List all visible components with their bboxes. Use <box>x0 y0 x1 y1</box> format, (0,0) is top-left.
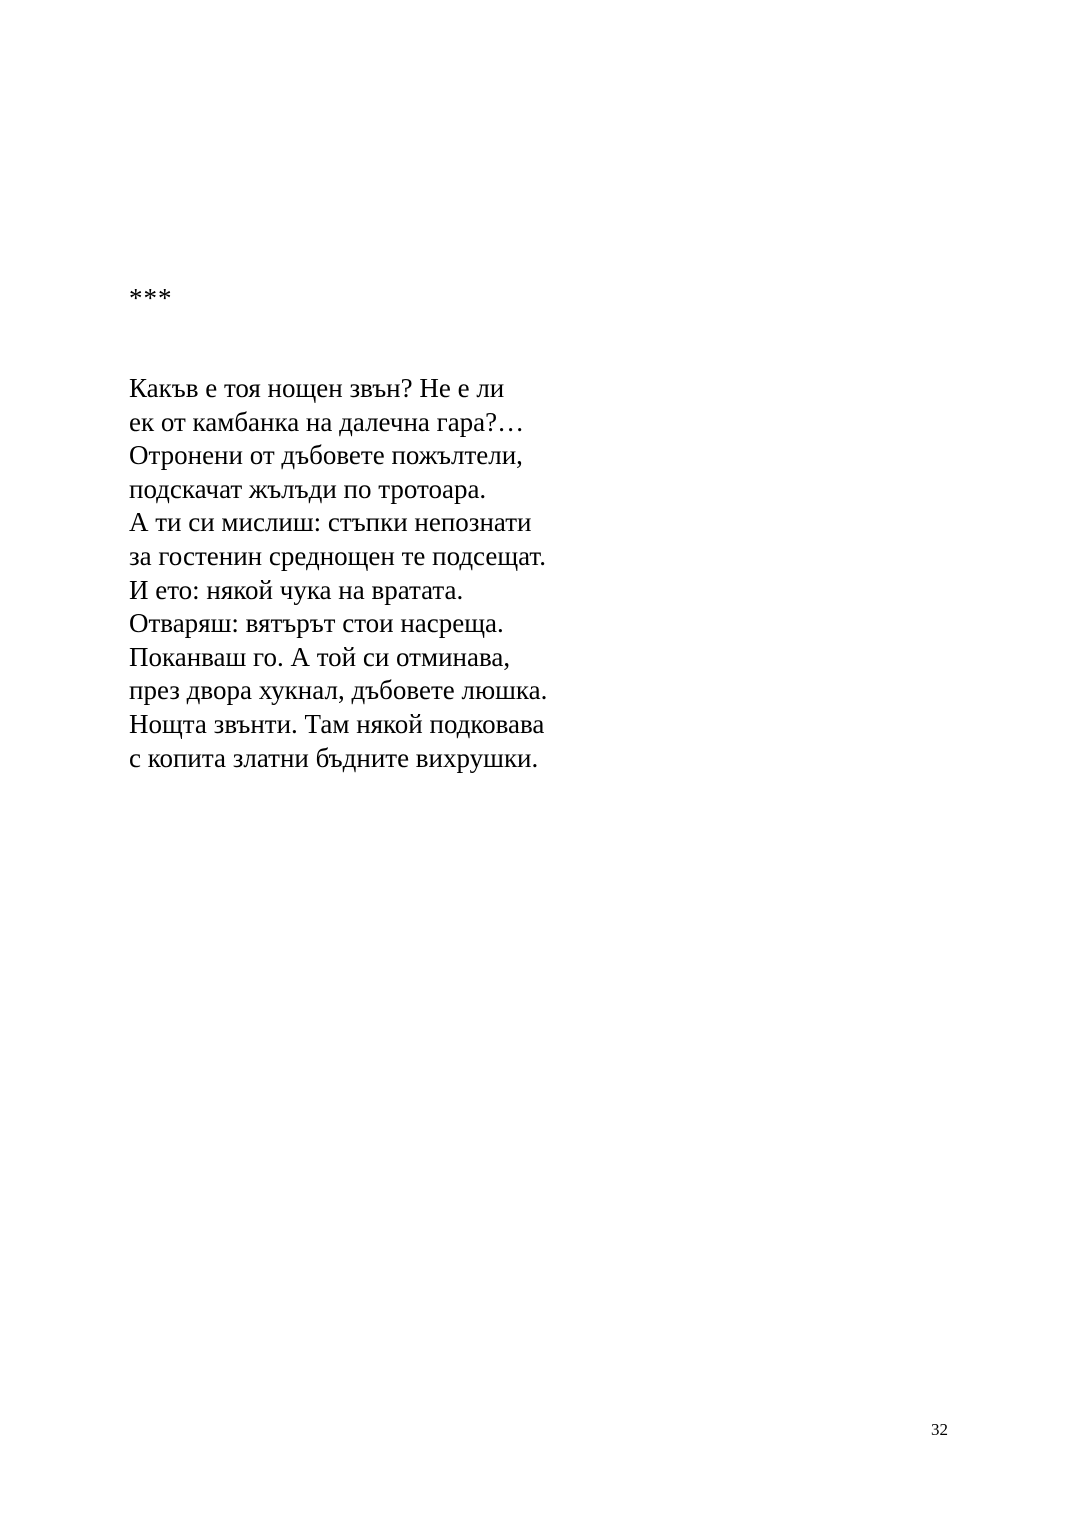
poem-line: подскачат жълъди по тротоара. <box>129 473 487 504</box>
poem-body <box>129 372 689 775</box>
page-number: 32 <box>931 1420 948 1439</box>
poem-line: ек от камбанка на далечна гара?… <box>129 406 525 437</box>
poem-line: Отваряш: вятърът стои насреща. <box>129 608 504 639</box>
poem-line: Нощта звънти. Там някой подковава <box>129 708 545 739</box>
poem-line: през двора хукнал, дъбовете люшка. <box>129 675 548 706</box>
poem-line: А ти си мислиш: стъпки непознати <box>129 507 532 538</box>
poem-heading: *** <box>129 283 173 313</box>
poem-line: И ето: някой чука на вратата. <box>129 574 464 605</box>
poem-line: с копита златни бъдните вихрушки. <box>129 742 539 773</box>
poem-line: Поканваш го. А той си отминава, <box>129 641 511 672</box>
poem-line: Отронени от дъбовете пожълтели, <box>129 440 523 471</box>
poem-line: Какъв е тоя нощен звън? Не е ли <box>129 373 505 403</box>
poem-line: за гостенин среднощен те подсещат. <box>129 540 546 571</box>
